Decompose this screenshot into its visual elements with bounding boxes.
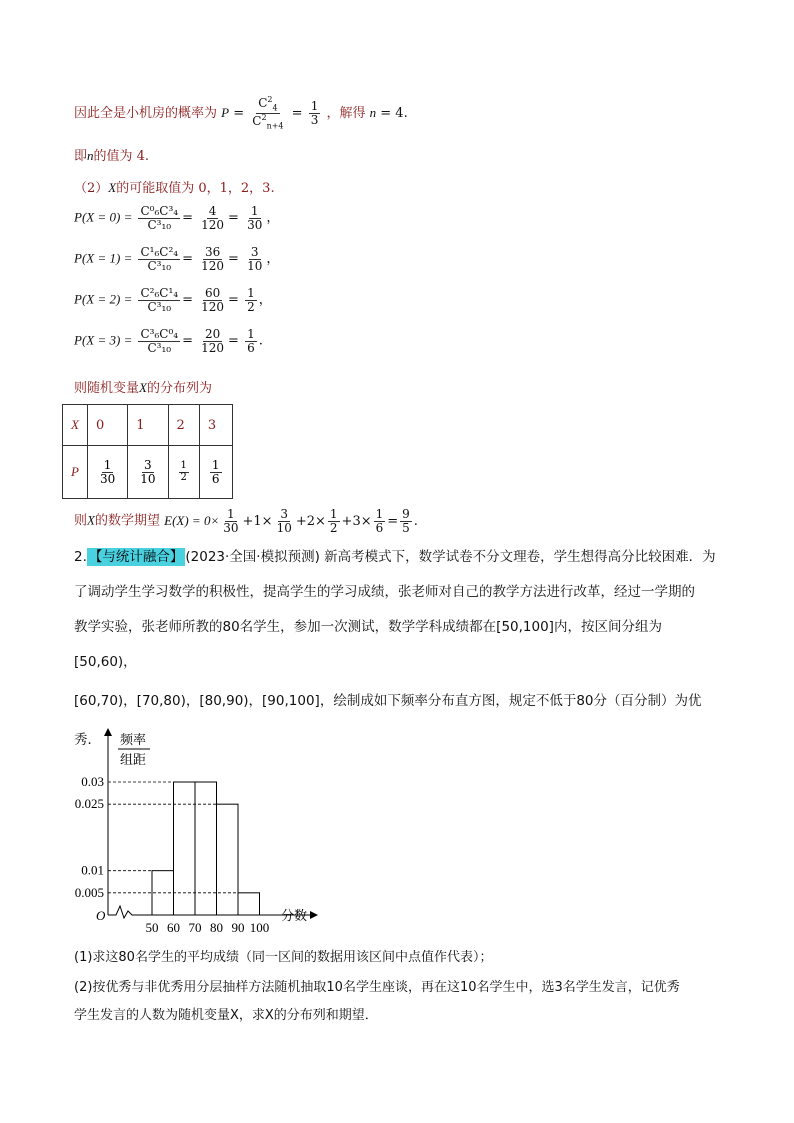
histogram-bar: [217, 804, 239, 915]
table-cell: $\frac{1}{30}$: [87, 446, 127, 499]
y-tick-label: 0.025: [74, 796, 104, 812]
value: = 4: [380, 105, 404, 121]
prob-line-3: P(X = 3) = $\frac{\text{C³₆C⁰₄}}{\text{C³₁₀}}$ = $\frac{20}{120}$ = $\frac{1}{6}$ .: [74, 327, 263, 355]
var-n: n: [369, 104, 377, 120]
y-label-denominator: 组距: [120, 752, 147, 767]
q2-line: 秀．: [74, 732, 101, 748]
table-header: 0: [87, 405, 127, 446]
distribution-table: [62, 404, 233, 499]
fraction: $\frac{1}{3}$: [310, 99, 319, 127]
prob-line-1: P(X = 1) = $\frac{\text{C¹₆C²₄}}{\text{C³₁₀}}$ = $\frac{36}{120}$ = $\frac{3}{10}$ ，: [74, 245, 280, 273]
expectation-line: 则X的数学期望 E(X) = 0× $\frac{1}{30}$ +1× $\frac{3}{10}$ +2× $\frac{1}{2}$ +3× $\frac{1}{6}$ = $\frac{9}{5}$ .: [74, 507, 418, 535]
prob-line-2: P(X = 2) = $\frac{\text{C²₆C¹₄}}{\text{C³₁₀}}$ = $\frac{60}{120}$ = $\frac{1}{2}$ ，: [74, 286, 272, 314]
table-header: 3: [199, 405, 232, 446]
histogram-bar: [238, 893, 260, 915]
y-label-numerator: 频率: [120, 732, 147, 747]
x-tick-label: 50: [145, 920, 159, 935]
text: 因此全是小机房的概率为: [74, 105, 218, 121]
x-axis-label: 分数: [281, 908, 308, 923]
q2-line: 教学实验，张老师所教的80名学生，参加一次测试，数学学科成绩都在[50,100]内，按区间分组为[50,60)，: [74, 619, 662, 670]
origin-label: O: [96, 908, 106, 923]
q2-line: [60,70)，[70,80)，[80,90)，[90,100]，绘制成如下频率分布直方图，规定不低于80分（百分制）为优: [74, 693, 702, 709]
histogram-bar: [195, 782, 217, 915]
dist-intro: 则随机变量X的分布列为: [74, 380, 212, 396]
table-row: [63, 405, 233, 446]
x-tick-label: 60: [167, 920, 180, 935]
table-cell: $\frac{1}{2}$: [168, 446, 199, 499]
x-tick-label: 80: [210, 920, 223, 935]
table-header: 2: [168, 405, 199, 446]
frequency-histogram: [74, 730, 420, 935]
text: ，解得: [326, 105, 366, 121]
q2-line: 了调动学生学习数学的积极性，提高学生的学习成绩，张老师对自己的教学方法进行改革，经过一学期的: [74, 584, 695, 600]
table-cell: P: [63, 446, 88, 499]
table-header: X: [63, 405, 88, 446]
prob-line-0: P(X = 0) = $\frac{\text{C⁰₆C³₄}}{\text{C³₁₀}}$ = $\frac{4}{120}$ = $\frac{1}{30}$ ，: [74, 204, 280, 232]
x-tick-label: 70: [188, 920, 202, 935]
histogram-bar: [174, 782, 196, 915]
y-tick-label: 0.005: [74, 884, 104, 900]
subquestion-1: (1)求这80名学生的平均成绩（同一区间的数据用该区间中点值作代表）；: [74, 950, 493, 965]
solution-line-3: （2）X的可能取值为 0，1，2，3.: [74, 180, 275, 196]
solution-line-1: 因此全是小机房的概率为 P = $\frac{C^2_4}{C^2_{n+4}}$ = $\frac{1}{3}$ ，解得 n = 4.: [74, 95, 408, 131]
y-tick-label: 0.03: [81, 774, 104, 789]
subquestion-2: (2)按优秀与非优秀用分层抽样方法随机抽取10名学生座谈，再在这10名学生中，选3名学生发言，记优秀: [74, 980, 680, 995]
table-row: [63, 446, 233, 499]
fraction: $\frac{C^2_4}{C^2_{n+4}}$: [252, 95, 284, 131]
var-p: P: [221, 104, 230, 120]
subquestion-2-cont: 学生发言的人数为随机变量X，求X的分布列和期望．: [74, 1008, 378, 1023]
y-tick-label: 0.01: [81, 862, 104, 878]
topic-tag: 【与统计融合】: [88, 549, 184, 565]
table-header: 1: [128, 405, 168, 446]
x-axis-break: [108, 906, 298, 918]
table-cell: $\frac{3}{10}$: [128, 446, 168, 499]
table-cell: $\frac{1}{6}$: [199, 446, 232, 499]
solution-line-2: 即n的值为 4.: [74, 148, 150, 164]
x-tick-label: 90: [231, 920, 245, 935]
x-tick-label: 100: [249, 920, 270, 935]
q2-line: 2. 【与统计融合】 (2023·全国·模拟预测) 新高考模式下，数学试卷不分文理卷，学生想得高分比较困难．为: [74, 549, 716, 565]
question-2: [74, 540, 724, 758]
